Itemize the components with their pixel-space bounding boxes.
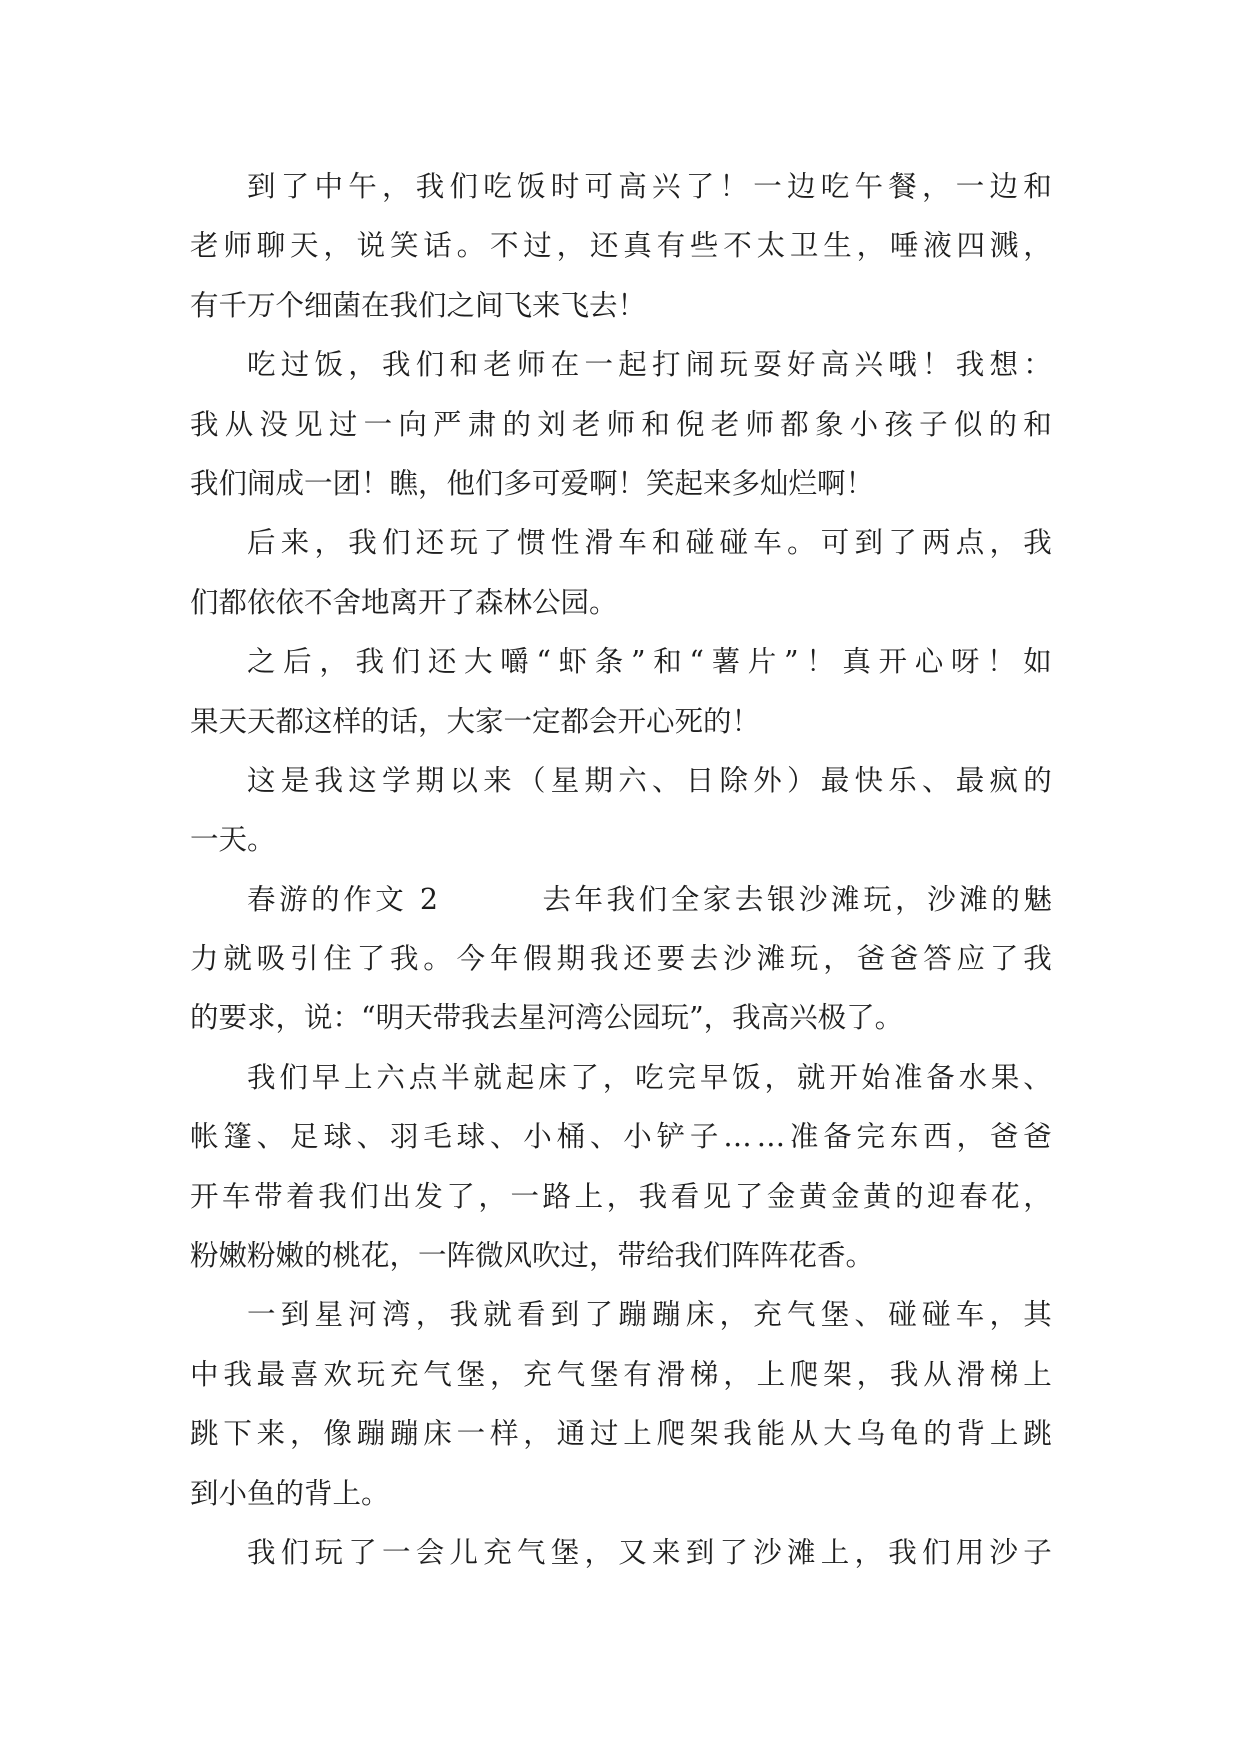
text-line-content: 粉嫩粉嫩的桃花，一阵微风吹过，带给我们阵阵花香。	[190, 1239, 875, 1273]
text-line	[190, 1107, 1052, 1166]
text-line-content: 到小鱼的背上。	[190, 1476, 390, 1510]
text-line	[190, 1285, 1052, 1344]
text-line-content: 我 们 早 上 六 点 半 就 起 床 了 ， 吃 完 早 饭 ， 就 开 始 准 备 水 果 、	[247, 1060, 1052, 1094]
document-body	[190, 157, 1052, 1582]
text-line	[190, 692, 1052, 751]
text-line	[190, 1404, 1052, 1463]
text-line-content: 跳 下 来 ， 像 蹦 蹦 床 一 样 ， 通 过 上 爬 架 我 能 从 大 乌 龟 的 背 上 跳	[190, 1417, 1052, 1451]
text-line-content: 春 游 的 作 文 2 去 年 我 们 全 家 去 银 沙 滩 玩 ， 沙 滩 的 魅	[247, 882, 1052, 916]
text-line-content: 之 后 ， 我 们 还 大 嚼 “ 虾 条 ” 和 “ 薯 片 ” ！ 真 开 心 呀 ！ 如	[247, 645, 1052, 679]
text-line-content: 的要求，说：“明天带我去星河湾公园玩”，我高兴极了。	[190, 1001, 904, 1035]
text-line	[190, 513, 1052, 572]
text-line	[190, 1523, 1052, 1582]
text-line-content: 老 师 聊 天 ， 说 笑 话 。 不 过 ， 还 真 有 些 不 太 卫 生 ， 唾 液 四 溅 ，	[190, 229, 1052, 263]
text-line	[190, 751, 1052, 810]
text-line-content: 到 了 中 午 ， 我 们 吃 饭 时 可 高 兴 了 ！ 一 边 吃 午 餐 ， 一 边 和	[247, 170, 1052, 203]
text-line	[190, 1345, 1052, 1404]
text-line	[190, 1048, 1052, 1107]
text-line	[190, 810, 1052, 869]
text-line	[190, 1226, 1052, 1285]
text-line-content: 我 们 玩 了 一 会 儿 充 气 堡 ， 又 来 到 了 沙 滩 上 ， 我 们 用 沙 子	[247, 1535, 1052, 1569]
text-line	[190, 395, 1052, 454]
text-line-content: 帐 篷 、 足 球 、 羽 毛 球 、 小 桶 、 小 铲 子 … … 准 备 完 东 西 ， 爸 爸	[190, 1120, 1052, 1154]
text-line	[190, 1464, 1052, 1523]
text-line-content: 有千万个细菌在我们之间飞来飞去！	[190, 288, 647, 322]
text-line	[190, 454, 1052, 513]
text-line	[190, 1167, 1052, 1226]
text-line	[190, 988, 1052, 1047]
text-line-content: 我们闹成一团！瞧，他们多可爱啊！笑起来多灿烂啊！	[190, 466, 875, 500]
text-line-content: 我 从 没 见 过 一 向 严 肃 的 刘 老 师 和 倪 老 师 都 象 小 孩 子 似 的 和	[190, 407, 1052, 441]
text-line-content: 果天天都这样的话，大家一定都会开心死的！	[190, 704, 761, 738]
text-line	[190, 632, 1052, 691]
text-line-content: 一 到 星 河 湾 ， 我 就 看 到 了 蹦 蹦 床 ， 充 气 堡 、 碰 碰 车 ， 其	[247, 1298, 1052, 1332]
text-line	[190, 276, 1052, 335]
text-line	[190, 929, 1052, 988]
text-line-content: 开 车 带 着 我 们 出 发 了 ， 一 路 上 ， 我 看 见 了 金 黄 金 黄 的 迎 春 花 ，	[190, 1179, 1052, 1213]
text-line-content: 们都依依不舍地离开了森林公园。	[190, 585, 618, 619]
text-line-content: 后 来 ， 我 们 还 玩 了 惯 性 滑 车 和 碰 碰 车 。 可 到 了 两 点 ， 我	[247, 526, 1052, 560]
text-line	[190, 573, 1052, 632]
text-line-content: 吃 过 饭 ， 我 们 和 老 师 在 一 起 打 闹 玩 耍 好 高 兴 哦 ！ 我 想 ：	[247, 348, 1052, 382]
text-line	[190, 216, 1052, 275]
text-line-content: 力 就 吸 引 住 了 我 。 今 年 假 期 我 还 要 去 沙 滩 玩 ， 爸 爸 答 应 了 我	[190, 942, 1052, 976]
text-line	[190, 157, 1052, 216]
text-line-content: 中 我 最 喜 欢 玩 充 气 堡 ， 充 气 堡 有 滑 梯 ， 上 爬 架 ， 我 从 滑 梯 上	[190, 1357, 1052, 1391]
text-line-content: 一天。	[190, 823, 276, 857]
text-line-content: 这 是 我 这 学 期 以 来 （ 星 期 六 、 日 除 外 ） 最 快 乐 、 最 疯 的	[247, 763, 1052, 797]
text-line	[190, 335, 1052, 394]
text-line	[190, 870, 1052, 929]
